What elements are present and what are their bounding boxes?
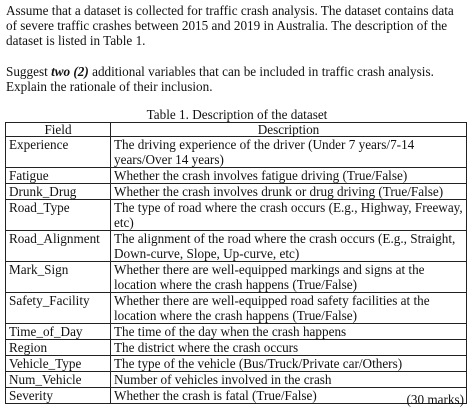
description-cell: The type of road where the crash occurs (E.g., Highway, Freeway, etc) xyxy=(111,200,467,231)
field-cell: Road_Type xyxy=(6,200,111,231)
table-row xyxy=(6,137,467,168)
field-cell: Time_of_Day xyxy=(6,324,111,340)
description-cell: Whether there are well-equipped markings and signs at the location where the crash happens (True/False) xyxy=(111,262,467,293)
table-row xyxy=(6,168,467,184)
marks-label: (30 marks) xyxy=(406,392,464,407)
field-cell: Mark_Sign xyxy=(6,262,111,293)
table-row xyxy=(6,231,467,262)
table-row xyxy=(6,340,467,356)
field-cell: Vehicle_Type xyxy=(6,356,111,372)
description-cell: Whether the crash is fatal (True/False) xyxy=(111,388,467,404)
description-cell: Whether the crash involves drunk or drug driving (True/False) xyxy=(111,184,467,200)
description-cell: Whether there are well-equipped road safety facilities at the location where the crash happens (True/False) xyxy=(111,293,467,324)
intro-paragraph: Assume that a dataset is collected for traffic crash analysis. The dataset contains data of severe traffic crashes between 2015 and 2019 in Australia. The description of the dataset is listed in Table 1. xyxy=(6,3,454,48)
table-row xyxy=(6,372,467,388)
description-cell: The time of the day when the crash happens xyxy=(111,324,467,340)
header-field: Field xyxy=(6,123,111,137)
field-cell: Num_Vehicle xyxy=(6,372,111,388)
field-cell: Drunk_Drug xyxy=(6,184,111,200)
table-row xyxy=(6,184,467,200)
table-row xyxy=(6,356,467,372)
table-row xyxy=(6,388,467,404)
field-cell: Experience xyxy=(6,137,111,168)
table-row xyxy=(6,324,467,340)
description-cell: The type of the vehicle (Bus/Truck/Private car/Others) xyxy=(111,356,467,372)
description-cell: The district where the crash occurs xyxy=(111,340,467,356)
field-cell: Fatigue xyxy=(6,168,111,184)
field-cell: Severity xyxy=(6,388,111,404)
description-cell: The driving experience of the driver (Under 7 years/7-14 years/Over 14 years) xyxy=(111,137,467,168)
table-header-row xyxy=(6,123,467,137)
field-cell: Road_Alignment xyxy=(6,231,111,262)
field-cell: Safety_Facility xyxy=(6,293,111,324)
table-row xyxy=(6,262,467,293)
table-row xyxy=(6,293,467,324)
task-text-before: Suggest xyxy=(6,64,52,79)
task-paragraph xyxy=(6,64,466,94)
description-cell: The alignment of the road where the crash occurs (E.g., Straight, Down-curve, Slope, Up-curve, etc) xyxy=(111,231,467,262)
task-text-after: additional variables that can be included in traffic crash analysis. Explain the rationale of their inclusion. xyxy=(6,64,434,94)
task-emphasis: two (2) xyxy=(51,64,89,79)
table-row xyxy=(6,200,467,231)
dataset-description-table xyxy=(5,122,467,404)
description-cell: Number of vehicles involved in the crash xyxy=(111,372,467,388)
description-cell: Whether the crash involves fatigue driving (True/False) xyxy=(111,168,467,184)
field-cell: Region xyxy=(6,340,111,356)
header-description: Description xyxy=(111,123,467,137)
table-caption: Table 1. Description of the dataset xyxy=(146,107,328,122)
